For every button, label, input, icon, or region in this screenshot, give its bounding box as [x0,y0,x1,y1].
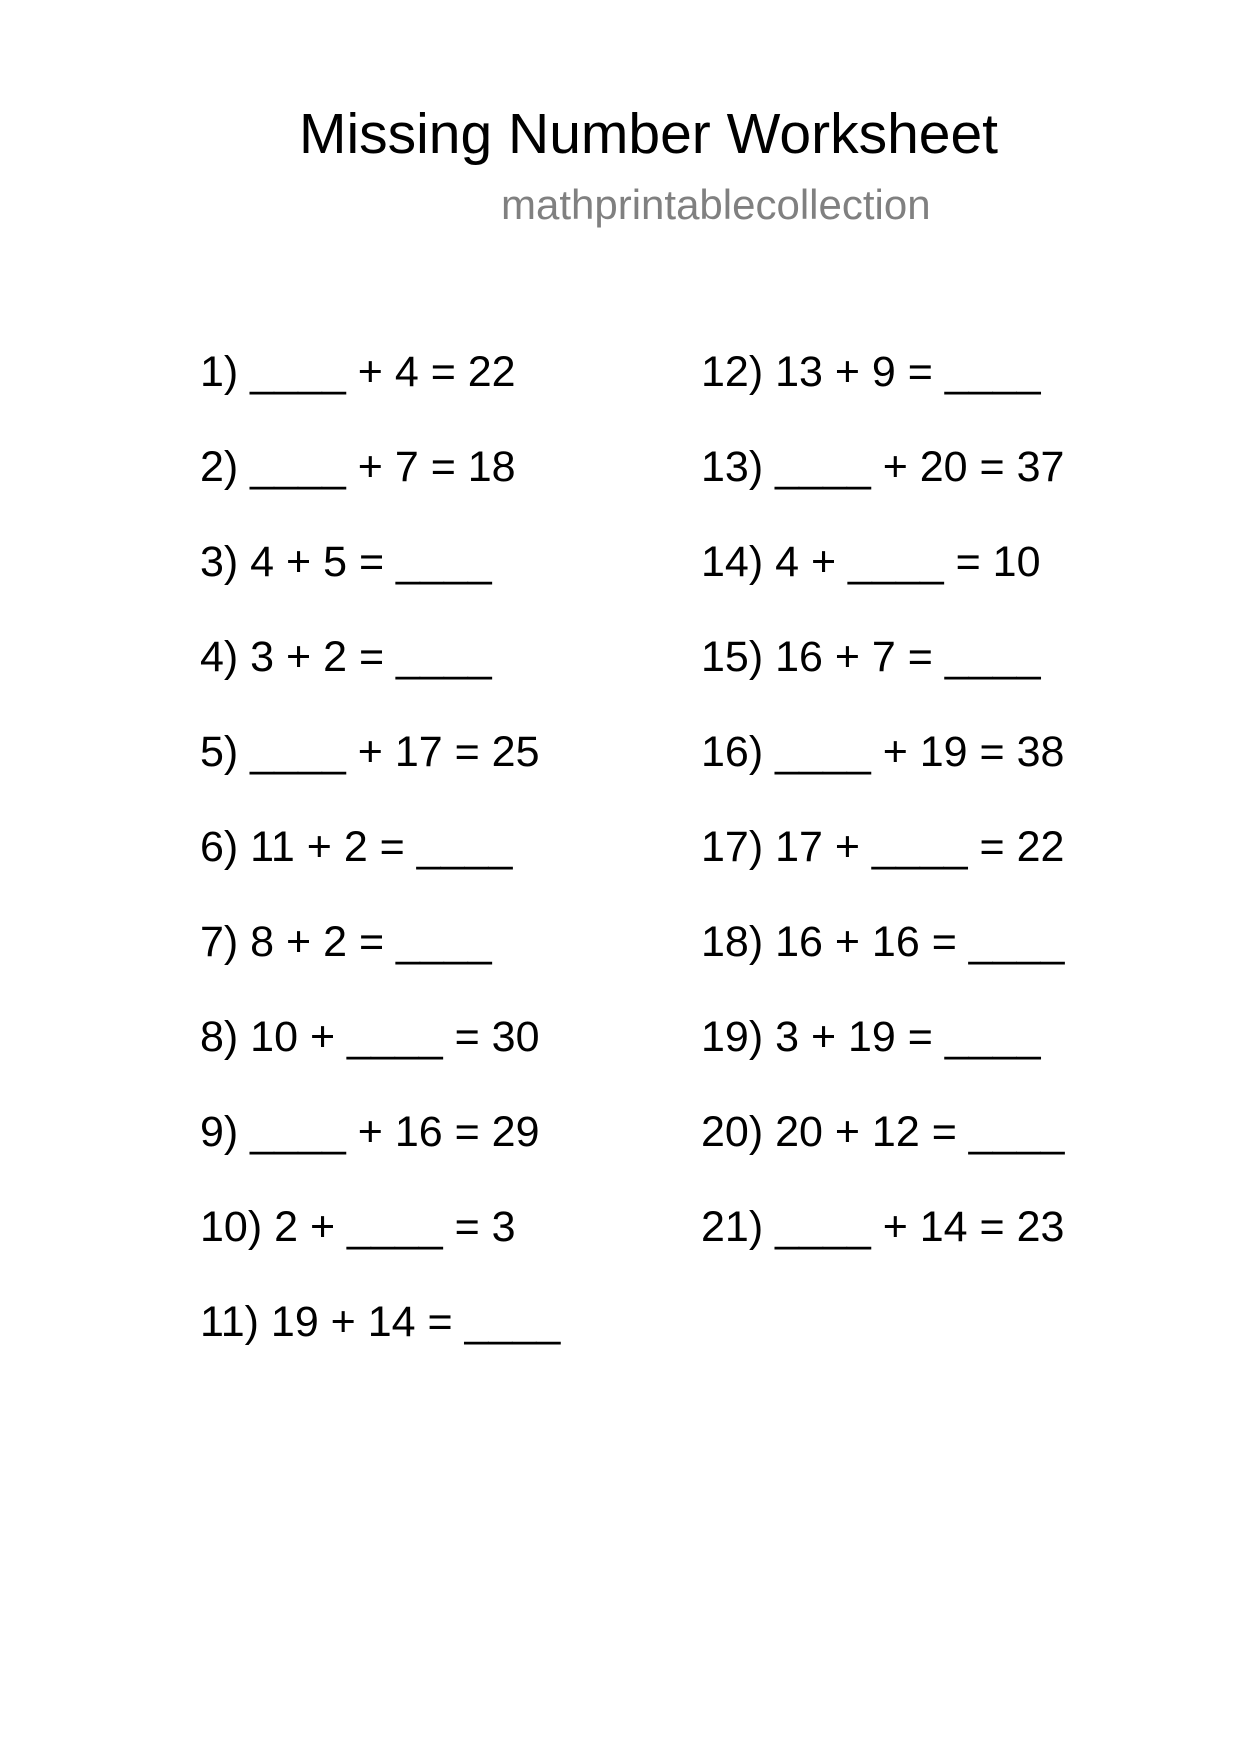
problem-10: 10) 2 + ____ = 3 [200,1203,516,1251]
problem-8: 8) 10 + ____ = 30 [200,1013,540,1061]
problem-15: 15) 16 + 7 = ____ [701,633,1041,681]
problem-9: 9) ____ + 16 = 29 [200,1108,540,1156]
worksheet-title: Missing Number Worksheet [299,102,999,166]
problem-5: 5) ____ + 17 = 25 [200,728,540,776]
problem-19: 19) 3 + 19 = ____ [701,1013,1041,1061]
problem-6: 6) 11 + 2 = ____ [200,823,513,871]
problem-18: 18) 16 + 16 = ____ [701,918,1065,966]
worksheet-subtitle: mathprintablecollection [501,181,931,228]
problem-16: 16) ____ + 19 = 38 [701,728,1065,776]
problem-4: 4) 3 + 2 = ____ [200,633,492,681]
problem-3: 3) 4 + 5 = ____ [200,538,492,586]
problem-17: 17) 17 + ____ = 22 [701,823,1065,871]
problem-2: 2) ____ + 7 = 18 [200,443,516,491]
problem-12: 12) 13 + 9 = ____ [701,348,1041,396]
problem-7: 7) 8 + 2 = ____ [200,918,492,966]
problem-1: 1) ____ + 4 = 22 [200,348,516,396]
problem-13: 13) ____ + 20 = 37 [701,443,1065,491]
problem-14: 14) 4 + ____ = 10 [701,538,1041,586]
problem-21: 21) ____ + 14 = 23 [701,1203,1065,1251]
problem-20: 20) 20 + 12 = ____ [701,1108,1065,1156]
problem-11: 11) 19 + 14 = ____ [200,1298,561,1346]
